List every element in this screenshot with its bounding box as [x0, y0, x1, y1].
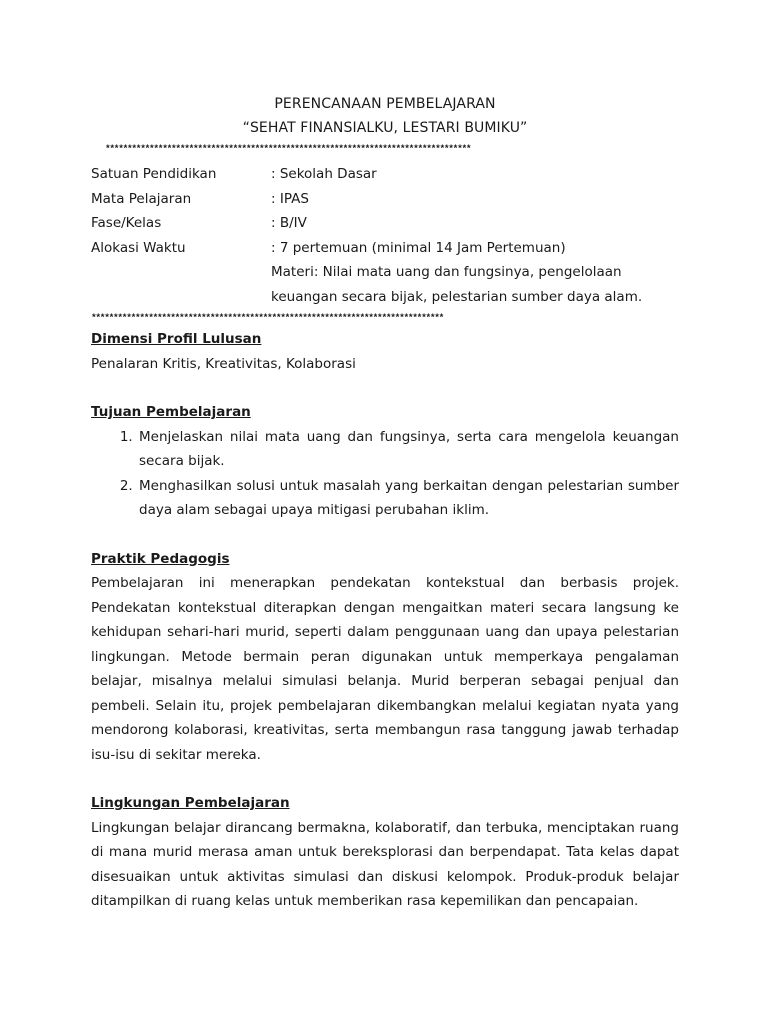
info-row-fase [91, 211, 679, 236]
info-label: Mata Pelajaran [91, 190, 192, 207]
info-value: : IPAS [271, 190, 309, 207]
section-text: Lingkungan belajar dirancang bermakna, kolaboratif, dan terbuka, menciptakan ruang di mana murid merasa aman untuk bereksplorasi dan berpendapat. Tata kelas dapat disesuaikan untuk aktivitas simulasi dan diskusi kelompok. Produk-produk belajar ditampilkan di ruang kelas untuk memberikan rasa kepemilikan dan pencapaian. [91, 819, 679, 909]
section-heading: Praktik Pedagogis [91, 550, 230, 567]
section-dimensi [91, 327, 679, 376]
info-row-alokasi [91, 236, 679, 261]
info-row-satuan [91, 162, 679, 187]
goals-list [91, 425, 679, 523]
section-heading: Tujuan Pembelajaran [91, 404, 251, 420]
info-row-mapel [91, 187, 679, 212]
separator-top: *********************************************************************************** [105, 143, 471, 154]
section-lingkungan [91, 791, 679, 914]
separator-bottom: ******************************************************************************** [91, 312, 444, 323]
section-heading: Dimensi Profil Lulusan [91, 331, 262, 347]
info-value: : B/IV [271, 215, 307, 231]
info-label: Fase/Kelas [91, 215, 162, 231]
info-value: : Sekolah Dasar [271, 166, 377, 182]
materi-text: Materi: Nilai mata uang dan fungsinya, pengelolaan keuangan secara bijak, pelestarian sumber daya alam. [271, 264, 643, 305]
info-value: : 7 pertemuan (minimal 14 Jam Pertemuan) [271, 239, 566, 256]
list-item: 1. Menjelaskan nilai mata uang dan fungsinya, serta cara mengelola keuangan secara bijak. [137, 425, 679, 474]
document-title-line-1: PERENCANAAN PEMBELAJARAN [274, 96, 496, 112]
section-praktik [91, 547, 679, 768]
info-label: Satuan Pendidikan [91, 166, 217, 182]
section-text: Pembelajaran ini menerapkan pendekatan kontekstual dan berbasis projek. Pendekatan kontekstual diterapkan dengan mengaitkan materi secara langsung ke kehidupan sehari-hari murid, seperti dalam penggunaan uang dan upaya pelestarian lingkungan. Metode bermain peran digunakan untuk memperkaya pengalaman belajar, misalnya melalui simulasi belanja. Murid berperan sebagai penjual dan pembeli. Selain itu, projek pembelajaran dikembangkan melalui kegiatan nyata yang mendorong kolaborasi, kreativitas, serta membangun rasa tanggung jawab terhadap isu-isu di sekitar mereka. [91, 575, 679, 763]
identity-table [91, 162, 679, 309]
list-item: 2. Menghasilkan solusi untuk masalah yang berkaitan dengan pelestarian sumber daya alam sebagai upaya mitigasi perubahan iklim. [137, 474, 679, 523]
section-heading: Lingkungan Pembelajaran [91, 795, 290, 811]
document-title-line-2: “SEHAT FINANSIALKU, LESTARI BUMIKU” [242, 120, 528, 136]
info-label: Alokasi Waktu [91, 239, 186, 256]
document-page [91, 92, 679, 914]
section-tujuan [91, 400, 679, 523]
section-text: Penalaran Kritis, Kreativitas, Kolaborasi [91, 355, 356, 372]
